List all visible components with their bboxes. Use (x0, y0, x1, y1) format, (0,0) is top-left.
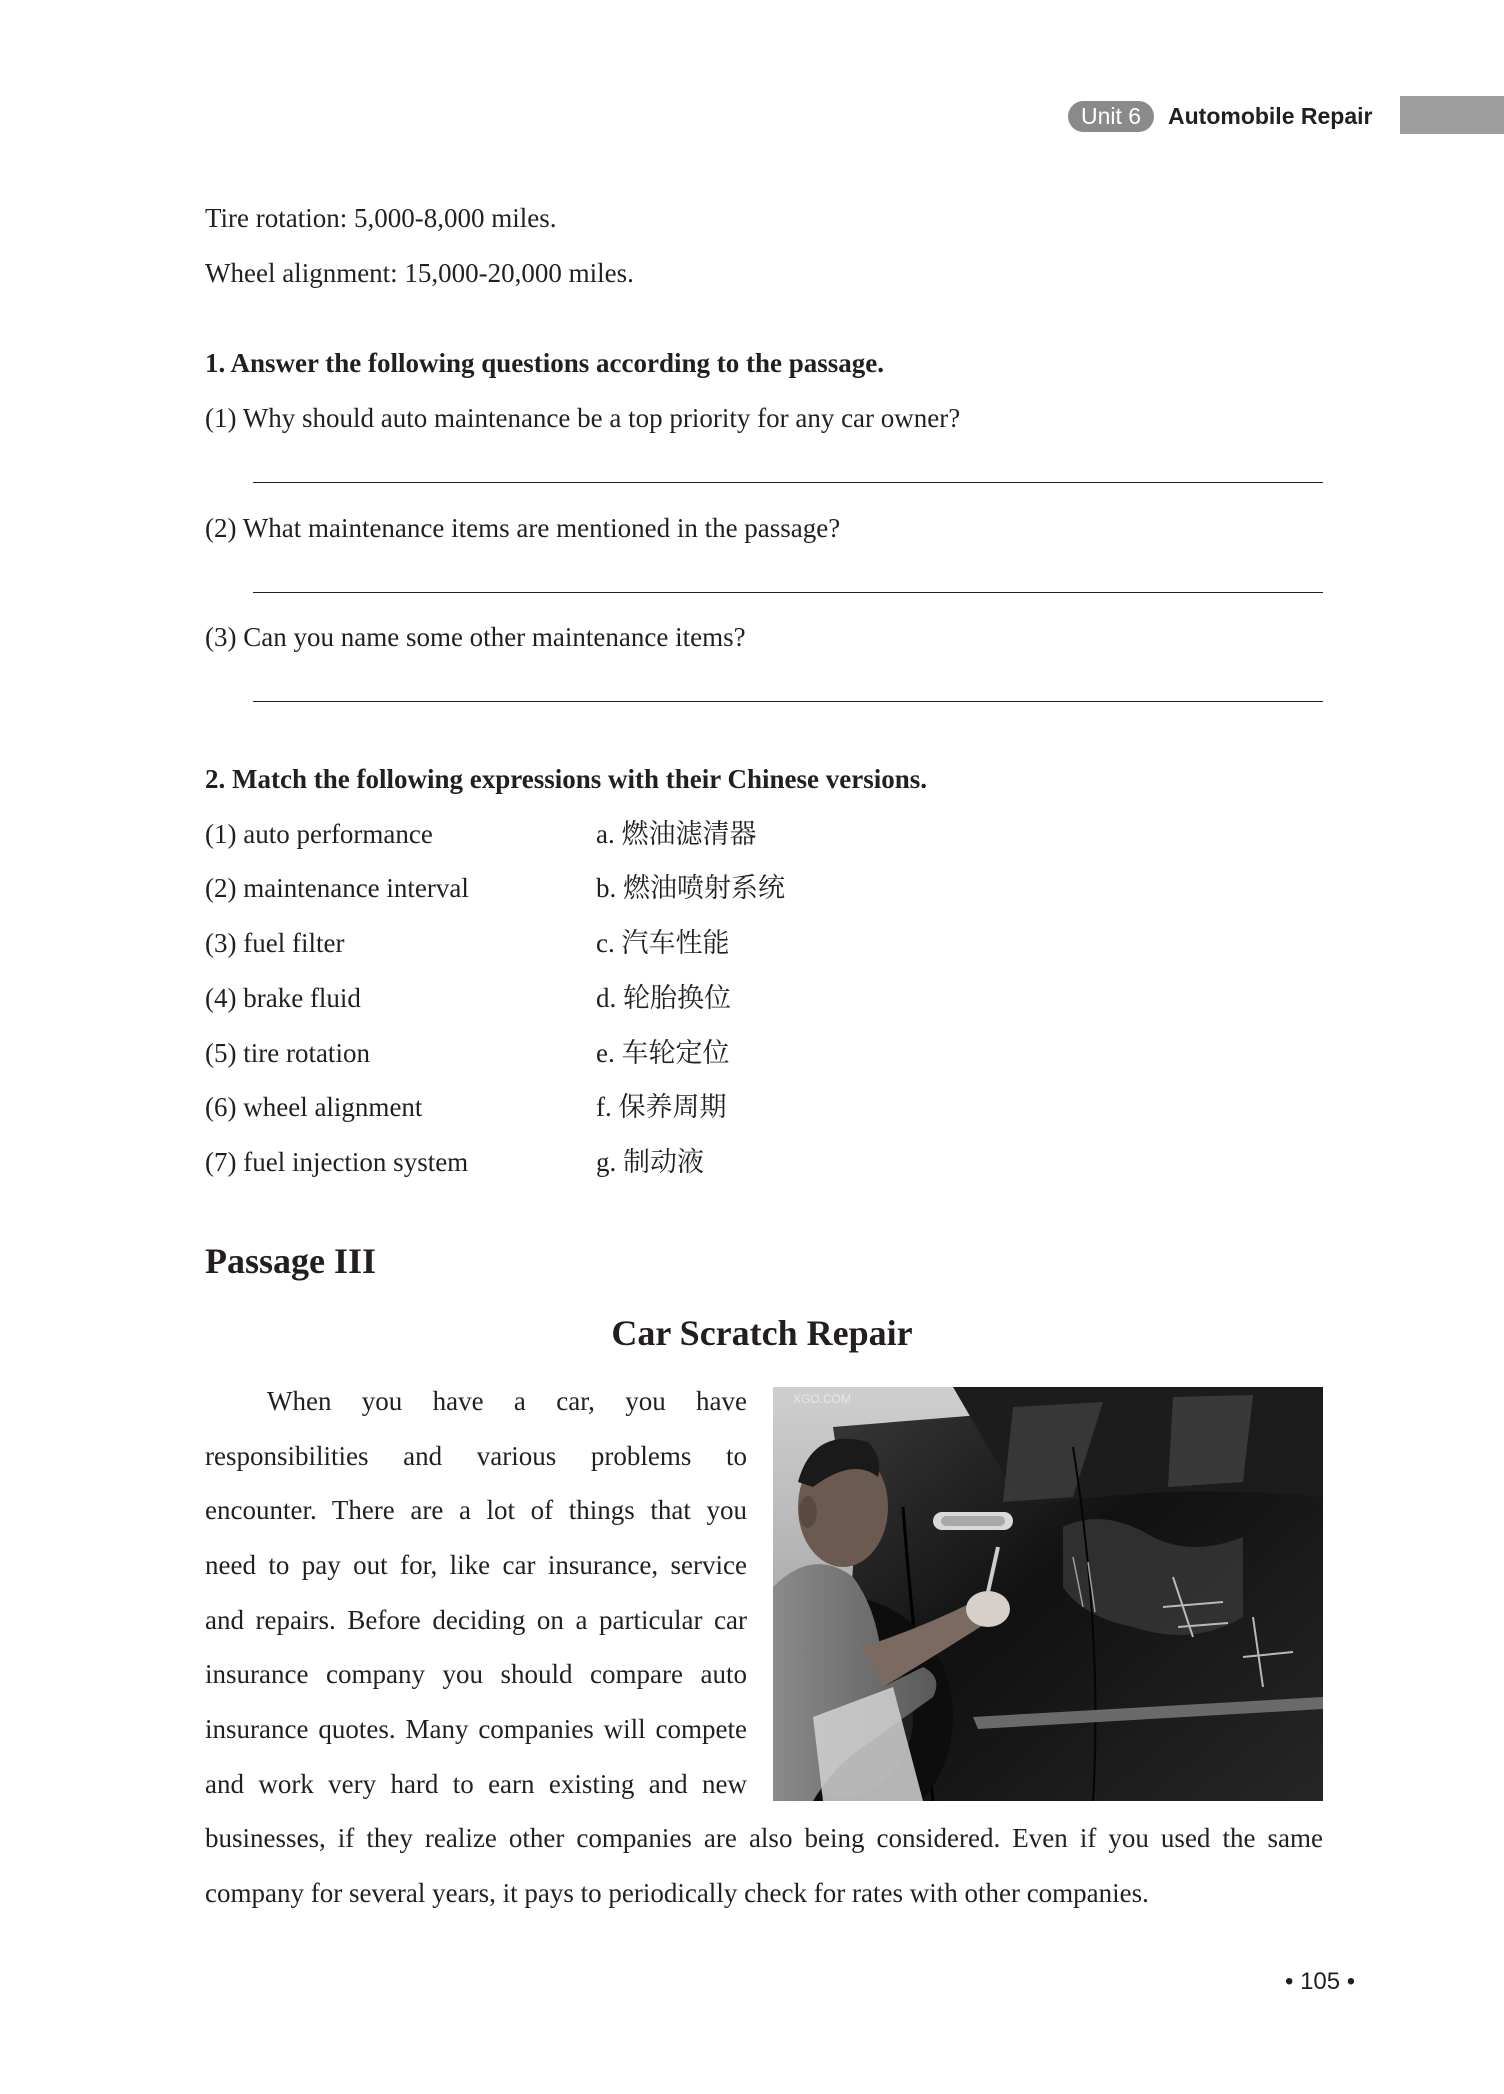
match-item-chinese: c. 汽车性能 (596, 928, 730, 958)
paragraph-line: need to pay out for, like car insurance, service (205, 1550, 747, 1580)
answer-line-3[interactable] (253, 701, 1323, 702)
paragraph-line: When you have a car, you have (267, 1386, 747, 1416)
question-2: (2) What maintenance items are mentioned in the passage? (205, 513, 841, 543)
photo-watermark: XGO.COM (793, 1392, 852, 1406)
paragraph-line: businesses, if they realize other companies are also being considered. Even if you used the same (205, 1823, 1323, 1853)
paragraph-line: responsibilities and various problems to (205, 1441, 747, 1471)
match-item-english: (7) fuel injection system (205, 1147, 469, 1177)
page-number: • 105 • (1285, 1968, 1356, 1995)
paragraph-line: insurance quotes. Many companies will compete (205, 1714, 747, 1744)
header-bar (1400, 96, 1504, 134)
paragraph-line: encounter. There are a lot of things that you (205, 1495, 747, 1525)
exercise-1-title: 1. Answer the following questions according to the passage. (205, 348, 885, 378)
running-header-title: Automobile Repair (1168, 103, 1373, 129)
intro-line: Tire rotation: 5,000-8,000 miles. (205, 203, 557, 233)
passage-heading: Passage III (205, 1241, 377, 1281)
match-item-chinese: b. 燃油喷射系统 (596, 873, 785, 903)
car-scratch-repair-photo (773, 1387, 1323, 1801)
answer-line-1[interactable] (253, 482, 1323, 483)
paragraph-line: insurance company you should compare auto (205, 1659, 747, 1689)
match-item-chinese: e. 车轮定位 (596, 1038, 730, 1068)
match-item-chinese: d. 轮胎换位 (596, 983, 731, 1013)
intro-line: Wheel alignment: 15,000-20,000 miles. (205, 258, 634, 288)
paragraph-line: and repairs. Before deciding on a particular car (205, 1605, 747, 1635)
match-item-english: (5) tire rotation (205, 1038, 370, 1068)
question-3: (3) Can you name some other maintenance items? (205, 622, 746, 652)
match-item-english: (4) brake fluid (205, 983, 361, 1013)
answer-line-2[interactable] (253, 592, 1323, 593)
exercise-2-title: 2. Match the following expressions with their Chinese versions. (205, 764, 927, 794)
match-item-chinese: g. 制动液 (596, 1147, 704, 1177)
unit-badge: Unit 6 (1068, 101, 1154, 132)
match-item-chinese: a. 燃油滤清器 (596, 819, 757, 849)
match-item-english: (2) maintenance interval (205, 873, 469, 903)
paragraph-line: and work very hard to earn existing and new (205, 1769, 747, 1799)
paragraph-line: company for several years, it pays to periodically check for rates with other companies. (205, 1878, 1149, 1908)
match-item-chinese: f. 保养周期 (596, 1092, 727, 1122)
match-item-english: (3) fuel filter (205, 928, 345, 958)
article-title: Car Scratch Repair (611, 1313, 913, 1353)
question-1: (1) Why should auto maintenance be a top priority for any car owner? (205, 403, 961, 433)
match-item-english: (1) auto performance (205, 819, 433, 849)
match-item-english: (6) wheel alignment (205, 1092, 423, 1122)
